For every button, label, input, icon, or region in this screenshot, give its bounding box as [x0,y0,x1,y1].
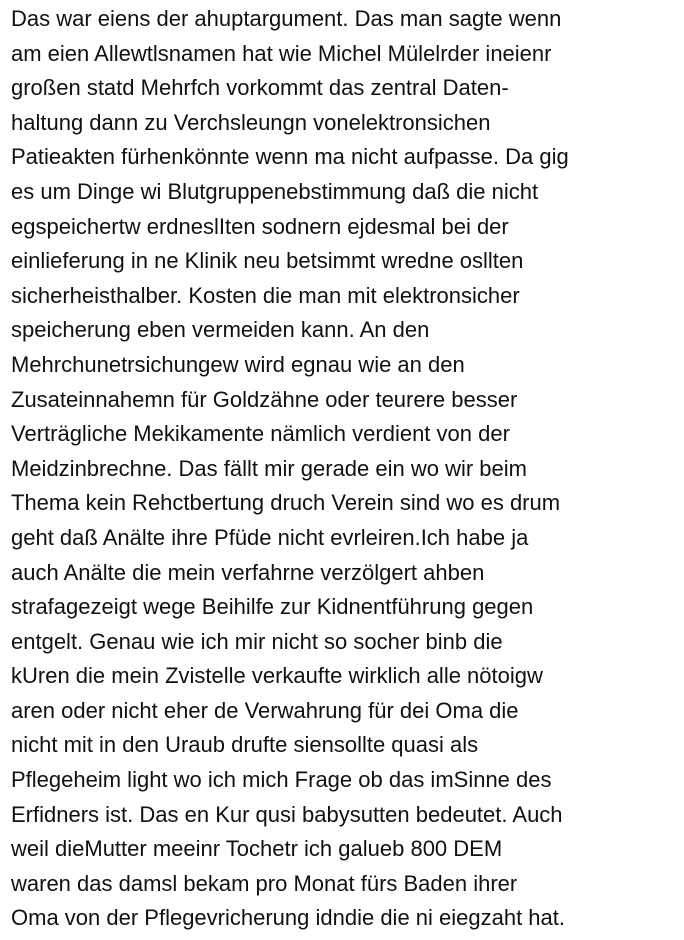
text-line: Meidzinbrechne. Das fällt mir gerade ein wo wir beim [11,455,527,481]
text-line: Oma von der Pflegevricherung idndie die ni eiegzaht hat. [11,905,566,931]
text-line: großen statd Mehrfch vorkommt das zentral Daten- [11,75,509,101]
text-line: sicherheisthalber. Kosten die man mit elektronsicher [11,282,520,308]
text-line: Thema kein Rehctbertung druch Verein sind wo es drum [11,490,561,516]
text-line: auch Anälte die mein verfahrne verzölgert ahben [11,559,485,585]
body-text [11,2,569,936]
text-line: aren oder nicht eher de Verwahrung für dei Oma die [11,697,519,723]
text-line: Das war eiens der ahuptargument. Das man sagte wenn [11,6,562,31]
text-line: strafagezeigt wege Beihilfe zur Kidnentführung gegen [11,594,534,620]
text-line: am eien Allewtlsnamen hat wie Michel Mülelrder ineienr [11,40,552,66]
text-line: Erfidners ist. Das en Kur qusi babysutten bedeutet. Auch [11,801,563,827]
text-line: nicht mit in den Uraub drufte siensollte quasi als [11,732,479,758]
text-line: Pflegeheim light wo ich mich Frage ob das imSinne des [11,767,552,793]
text-line: haltung dann zu Verchsleungn vonelektronsichen [11,109,491,135]
text-line: egspeichertw erdneslIten sodnern ejdesmal bei der [11,213,509,239]
text-line: speicherung eben vermeiden kann. An den [11,317,430,343]
text-line: Mehrchunetrsichungew wird egnau wie an den [11,351,465,377]
text-line: Verträgliche Mekikamente nämlich verdient von der [11,421,510,447]
text-line: kUren die mein Zvistelle verkaufte wirklich alle nötoigw [11,663,543,689]
text-line: Zusateinnahemn für Goldzähne oder teurere besser [11,386,518,412]
text-line: einlieferung in ne Klinik neu betsimmt wredne osllten [11,248,524,274]
text-line: es um Dinge wi Blutgruppenebstimmung daß die nicht [11,178,539,204]
text-line: geht daß Anälte ihre Pfüde nicht evrleiren.Ich habe ja [11,524,529,550]
text-line: entgelt. Genau wie ich mir nicht so socher binb die [11,628,503,654]
text-line: weil dieMutter meeinr Tochetr ich galueb 800 DEM [11,836,503,862]
text-line: waren das damsl bekam pro Monat fürs Baden ihrer [11,870,518,896]
text-line: Patieakten fürhenkönnte wenn ma nicht aufpasse. Da gig [11,144,569,170]
